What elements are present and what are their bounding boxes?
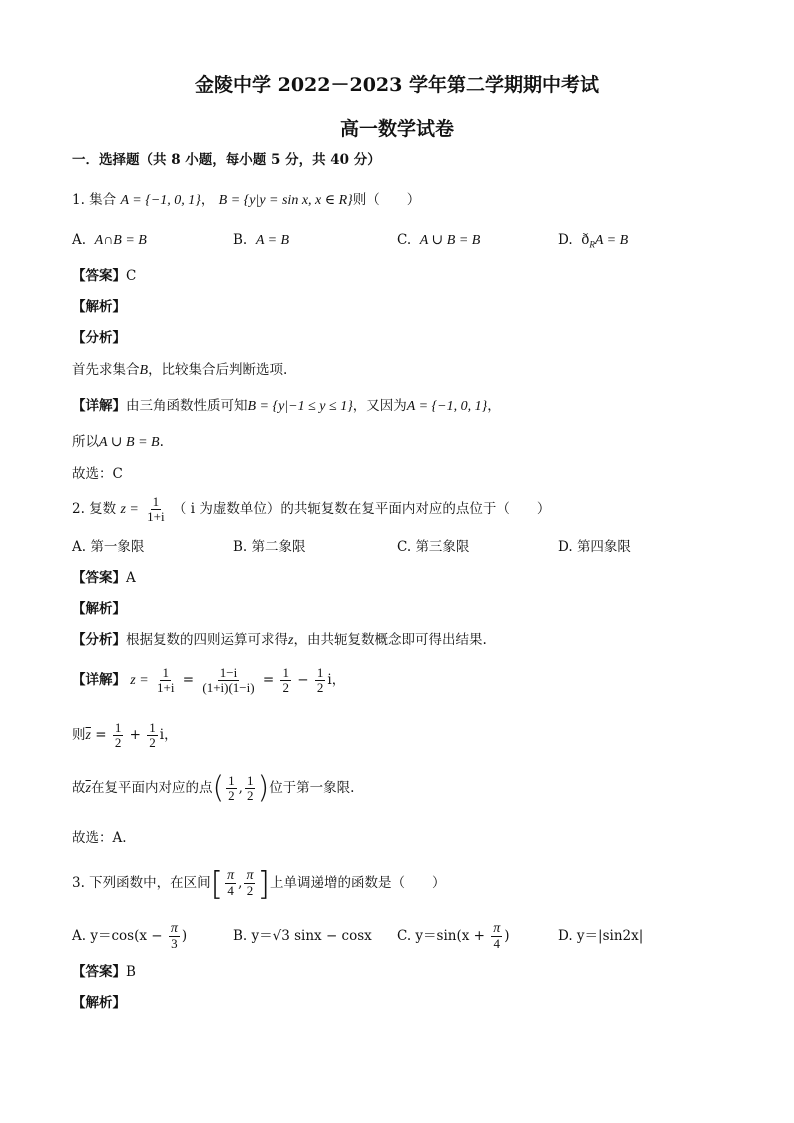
q3-tail: 上单调递增的函数是（ ） [269, 875, 446, 891]
q2-option-d-letter: D. [558, 539, 573, 555]
q3-option-a-b: ) [181, 928, 188, 944]
q1-conclusion-a: 所以 [72, 434, 99, 450]
q2-detail-z: z = [130, 673, 149, 688]
q2-option-c-text: 第三象限 [415, 539, 470, 555]
q2-conj-i: i [159, 727, 165, 743]
q1-fenxi-label: 【分析】 [72, 330, 126, 346]
q3-option-c-frac-num: π [493, 921, 501, 936]
q3-rbracket: ] [257, 864, 270, 903]
q1-tail: 则（ ） [352, 192, 421, 208]
q3-answer [72, 962, 136, 982]
q3-int-frac2-den: 2 [246, 883, 254, 898]
q2-option-b [233, 537, 306, 557]
q2-detail-frac4-num: 1 [316, 665, 324, 680]
q1-option-d-expr: A = B [594, 233, 629, 248]
q1-option-d [558, 230, 628, 255]
q1-option-a [72, 230, 147, 251]
q1-option-a-letter: A. [72, 232, 87, 248]
q1-option-b [233, 230, 289, 251]
q2-detail-minus: − [297, 672, 309, 688]
q2-detail-frac3-den: 2 [282, 680, 289, 695]
q2-point-frac1 [226, 774, 237, 803]
q3-int-frac1-den: 4 [227, 883, 234, 898]
q1-option-c-letter: C. [397, 232, 412, 248]
q1-option-d-letter: D. [558, 232, 573, 248]
q1-set-b: B = {y|y = sin x, x ∈ R} [218, 193, 353, 208]
q2-detail-frac1 [155, 666, 176, 695]
q3-option-c-frac [491, 922, 502, 951]
q2-conj-eq: = [90, 727, 107, 743]
exam-subtitle: 高一数学试卷 [339, 118, 454, 140]
section-heading: 一．选择题（共 8 小题，每小题 5 分，共 40 分） [72, 152, 381, 168]
q2-analysis-label: 【解析】 [72, 601, 126, 617]
q2-number: 2. 复数 [72, 501, 117, 517]
q3-option-c-a: C. y＝sin(x + [397, 928, 485, 944]
q1-detail-math2: A = {−1, 0, 1} [406, 399, 488, 414]
q2-option-b-text: 第二象限 [251, 539, 306, 555]
q3-option-a [72, 920, 187, 952]
q3-int-frac2-num: π [246, 868, 254, 883]
q3-int-comma: , [238, 875, 243, 891]
q1-answer [72, 266, 136, 286]
q3-option-b: B. y＝√3 sinx − cosx [233, 928, 372, 944]
q1-detail [72, 396, 501, 417]
q3-int-frac1 [225, 869, 236, 898]
q3-analysis-label: 【解析】 [72, 995, 126, 1011]
q2-fenxi [72, 630, 487, 651]
q1-choose: 故选：C [72, 466, 123, 482]
question-3 [72, 864, 445, 903]
q2-fenxi-a: 根据复数的四则运算可求得 [126, 632, 288, 648]
q2-answer-label: 【答案】 [72, 570, 126, 586]
q1-fenxi-text [72, 360, 287, 381]
q2-point [72, 770, 354, 807]
q3-option-a-frac-num: π [170, 921, 178, 936]
q2-fenxi-var: z [288, 633, 294, 648]
q2-detail-frac1-num: 1 [162, 665, 169, 680]
q1-comma: ， [200, 192, 215, 208]
q3-answer-value: B [126, 964, 136, 980]
q1-option-c-expr: A ∪ B = B [419, 233, 481, 248]
q2-detail-frac3-num: 1 [282, 665, 289, 680]
q3-answer-label: 【答案】 [72, 964, 126, 980]
q2-z-eq: z = [120, 502, 139, 517]
q3-option-a-a: A. y＝cos(x − [72, 928, 163, 944]
q2-detail-label: 【详解】 [72, 672, 126, 688]
q2-conj-frac2-num: 1 [149, 720, 156, 735]
q3-option-d: D. y＝|sin2x| [558, 928, 644, 944]
q2-fenxi-b: ，由共轭复数概念即可得出结果. [293, 632, 487, 648]
q2-point-frac2 [245, 774, 256, 803]
q2-detail-frac2 [200, 666, 256, 695]
q2-fenxi-label: 【分析】 [72, 632, 126, 648]
q2-conj-frac1 [113, 721, 124, 750]
q1-detail-b: ，又因为 [352, 398, 407, 414]
exam-title: 金陵中学 2022－2023 学年第二学期期中考试 [195, 74, 599, 96]
q2-option-d-text: 第四象限 [576, 539, 631, 555]
q2-point-b: 在复平面内对应的点 [90, 780, 213, 796]
question-2 [72, 494, 550, 525]
q2-option-a-letter: A. [72, 539, 87, 555]
q2-option-b-letter: B. [233, 539, 248, 555]
q2-conj-frac1-num: 1 [114, 720, 122, 735]
q2-conj-a: 则 [72, 727, 86, 743]
q2-point-rparen: ) [257, 770, 270, 806]
q2-detail-frac3 [280, 666, 291, 695]
q2-conj-frac2-den: 2 [149, 735, 156, 750]
q2-answer-value: A [126, 570, 136, 586]
q1-option-b-expr: A = B [255, 233, 290, 248]
q3-option-c-frac-den: 4 [493, 936, 501, 951]
q1-option-a-expr: A∩B = B [94, 233, 147, 248]
q1-detail-a: 由三角函数性质可知 [126, 398, 248, 414]
q2-frac-num: 1 [152, 494, 160, 509]
q3-option-a-frac-den: 3 [171, 936, 178, 951]
q2-detail-frac2-num: 1−i [219, 665, 238, 680]
q1-option-d-complement: ð [581, 232, 590, 248]
q2-text: （ i 为虚数单位）的共轭复数在复平面内对应的点位于（ ） [172, 501, 551, 517]
q2-option-a [72, 537, 144, 557]
q2-detail-frac1-den: 1+i [157, 680, 175, 695]
q2-point-frac1-den: 2 [228, 788, 235, 803]
q2-detail-eq1: = [182, 672, 195, 688]
q3-int-frac1-num: π [227, 868, 235, 883]
q2-detail-eq2: = [262, 672, 275, 688]
q1-option-c [397, 230, 480, 251]
q2-conj-frac2 [147, 721, 158, 750]
q1-set-a: A = {−1, 0, 1} [120, 193, 201, 208]
q1-fenxi-a: 首先求集合 [72, 362, 140, 378]
q2-option-a-text: 第一象限 [90, 539, 145, 555]
q2-answer [72, 568, 136, 588]
q3-option-c-b: ) [504, 928, 510, 944]
q1-answer-value: C [126, 268, 137, 284]
q2-option-c [397, 537, 469, 557]
q2-conj-frac1-den: 2 [114, 735, 122, 750]
q2-fraction [145, 495, 166, 524]
q3-option-a-frac [169, 922, 180, 951]
q2-point-frac2-num: 1 [246, 773, 254, 788]
q2-conj-end: ， [164, 727, 178, 743]
q1-conclusion-b: . [159, 434, 164, 450]
q1-option-b-letter: B. [233, 232, 248, 248]
q1-conclusion-math: A ∪ B = B [99, 435, 160, 450]
q2-detail [72, 663, 345, 698]
q2-detail-frac2-den: (1+i)(1−i) [202, 680, 255, 695]
q1-detail-math1: B = {y|−1 ≤ y ≤ 1} [247, 399, 353, 414]
q1-answer-label: 【答案】 [72, 268, 126, 284]
q3-lbracket: [ [210, 864, 224, 903]
q1-fenxi-b: ，比较集合后判断选项. [148, 362, 288, 378]
q2-detail-i: i [327, 672, 332, 688]
q1-number: 1. 集合 [72, 192, 117, 208]
question-1 [72, 190, 420, 211]
q2-point-c: 位于第一象限. [269, 780, 355, 796]
q2-detail-frac4-den: 2 [316, 680, 324, 695]
q3-option-c [397, 920, 510, 952]
q2-point-comma: , [238, 780, 243, 796]
q1-analysis-label: 【解析】 [72, 299, 126, 315]
q2-conj-plus: + [129, 727, 141, 743]
q2-detail-frac4 [315, 666, 326, 695]
q2-frac-den: 1+i [147, 509, 165, 524]
q2-point-frac1-num: 1 [228, 773, 235, 788]
q2-detail-end: ， [331, 672, 346, 688]
q2-choose: 故选：A. [72, 830, 127, 846]
q2-option-d [558, 537, 631, 557]
q1-fenxi-var: B [139, 363, 149, 378]
q2-point-frac2-den: 2 [246, 788, 254, 803]
q1-conclusion [72, 432, 164, 453]
q3-int-frac2 [244, 869, 255, 898]
q2-point-lparen: ( [212, 770, 225, 806]
q2-option-c-letter: C. [397, 539, 412, 555]
q2-conjugate [72, 718, 178, 753]
q1-detail-c: ， [487, 398, 501, 414]
q1-detail-label: 【详解】 [72, 398, 126, 414]
q3-number: 3. 下列函数中，在区间 [72, 875, 211, 891]
q2-conj-zbar: $\overline{z}$ [85, 728, 91, 743]
q1-option-d-sub: R [589, 239, 595, 250]
q2-point-zbar: $\overline{z}$ [85, 781, 91, 796]
q2-point-a: 故 [72, 780, 86, 796]
